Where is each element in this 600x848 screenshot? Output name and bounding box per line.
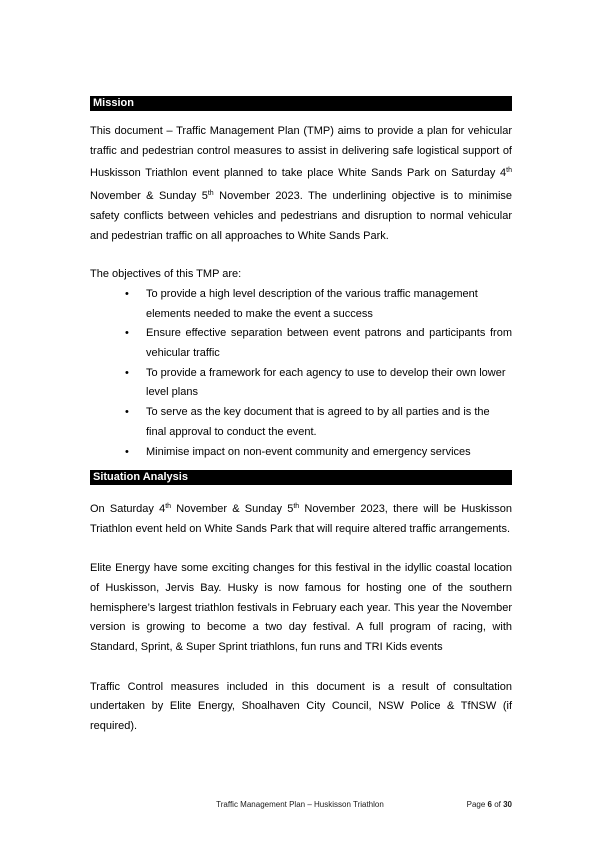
list-item: • To serve as the key document that is agreed to by all parties and is the final approval to conduct the event.	[90, 403, 512, 442]
list-item: • Minimise impact on non-event community and emergency services	[90, 443, 512, 463]
objectives-list	[90, 285, 512, 462]
situation-paragraph-traffic-control: Traffic Control measures included in this document is a result of consultation undertaken by Elite Energy, Shoalhaven City Council, NSW Police & TfNSW (if required).	[90, 680, 512, 732]
footer-page-number: Page 6 of 30	[466, 800, 512, 809]
footer-document-title: Traffic Management Plan – Huskisson Triathlon	[216, 800, 384, 809]
situation-analysis-heading-label: Situation Analysis	[93, 471, 188, 484]
situation-analysis-section-header	[90, 470, 512, 485]
mission-paragraph: This document – Traffic Management Plan (TMP) aims to provide a plan for vehicular traffic and pedestrian control measures to assist in delivering safe logistical support of Huskisson Triathlon event planned to take place White Sands Park on Saturday 4th November & Sunday 5th November 2023. The underlining objective is to minimise safety conflicts between vehicles and pedestrians and disruption to normal vehicular and pedestrian traffic on all approaches to White Sands Park.	[90, 125, 513, 242]
mission-section-header	[90, 96, 512, 111]
list-item: • Ensure effective separation between event patrons and participants from vehicular traffic	[90, 324, 512, 363]
situation-paragraph-dates: On Saturday 4th November & Sunday 5th November 2023, there will be Huskisson Triathlon event held on White Sands Park that will require altered traffic arrangements.	[90, 503, 512, 535]
page-footer	[0, 800, 600, 814]
list-item: • To provide a framework for each agency to use to develop their own lower level plans	[90, 364, 512, 403]
list-item: • To provide a high level description of the various traffic management elements needed to make the event a success	[90, 285, 512, 324]
objectives-intro: The objectives of this TMP are:	[90, 268, 242, 281]
mission-heading-label: Mission	[93, 97, 134, 109]
situation-paragraph-elite-energy: Elite Energy have some exciting changes for this festival in the idyllic coastal location of Huskisson, Jervis Bay. Husky is now famous for hosting one of the southern hemisphere’s largest triathlon festivals in February each year. This year the November version is growing to become a two day festival. A full program of racing, with Standard, Sprint, & Super Sprint triathlons, fun runs and TRI Kids events	[90, 562, 512, 654]
page-content	[90, 96, 512, 737]
